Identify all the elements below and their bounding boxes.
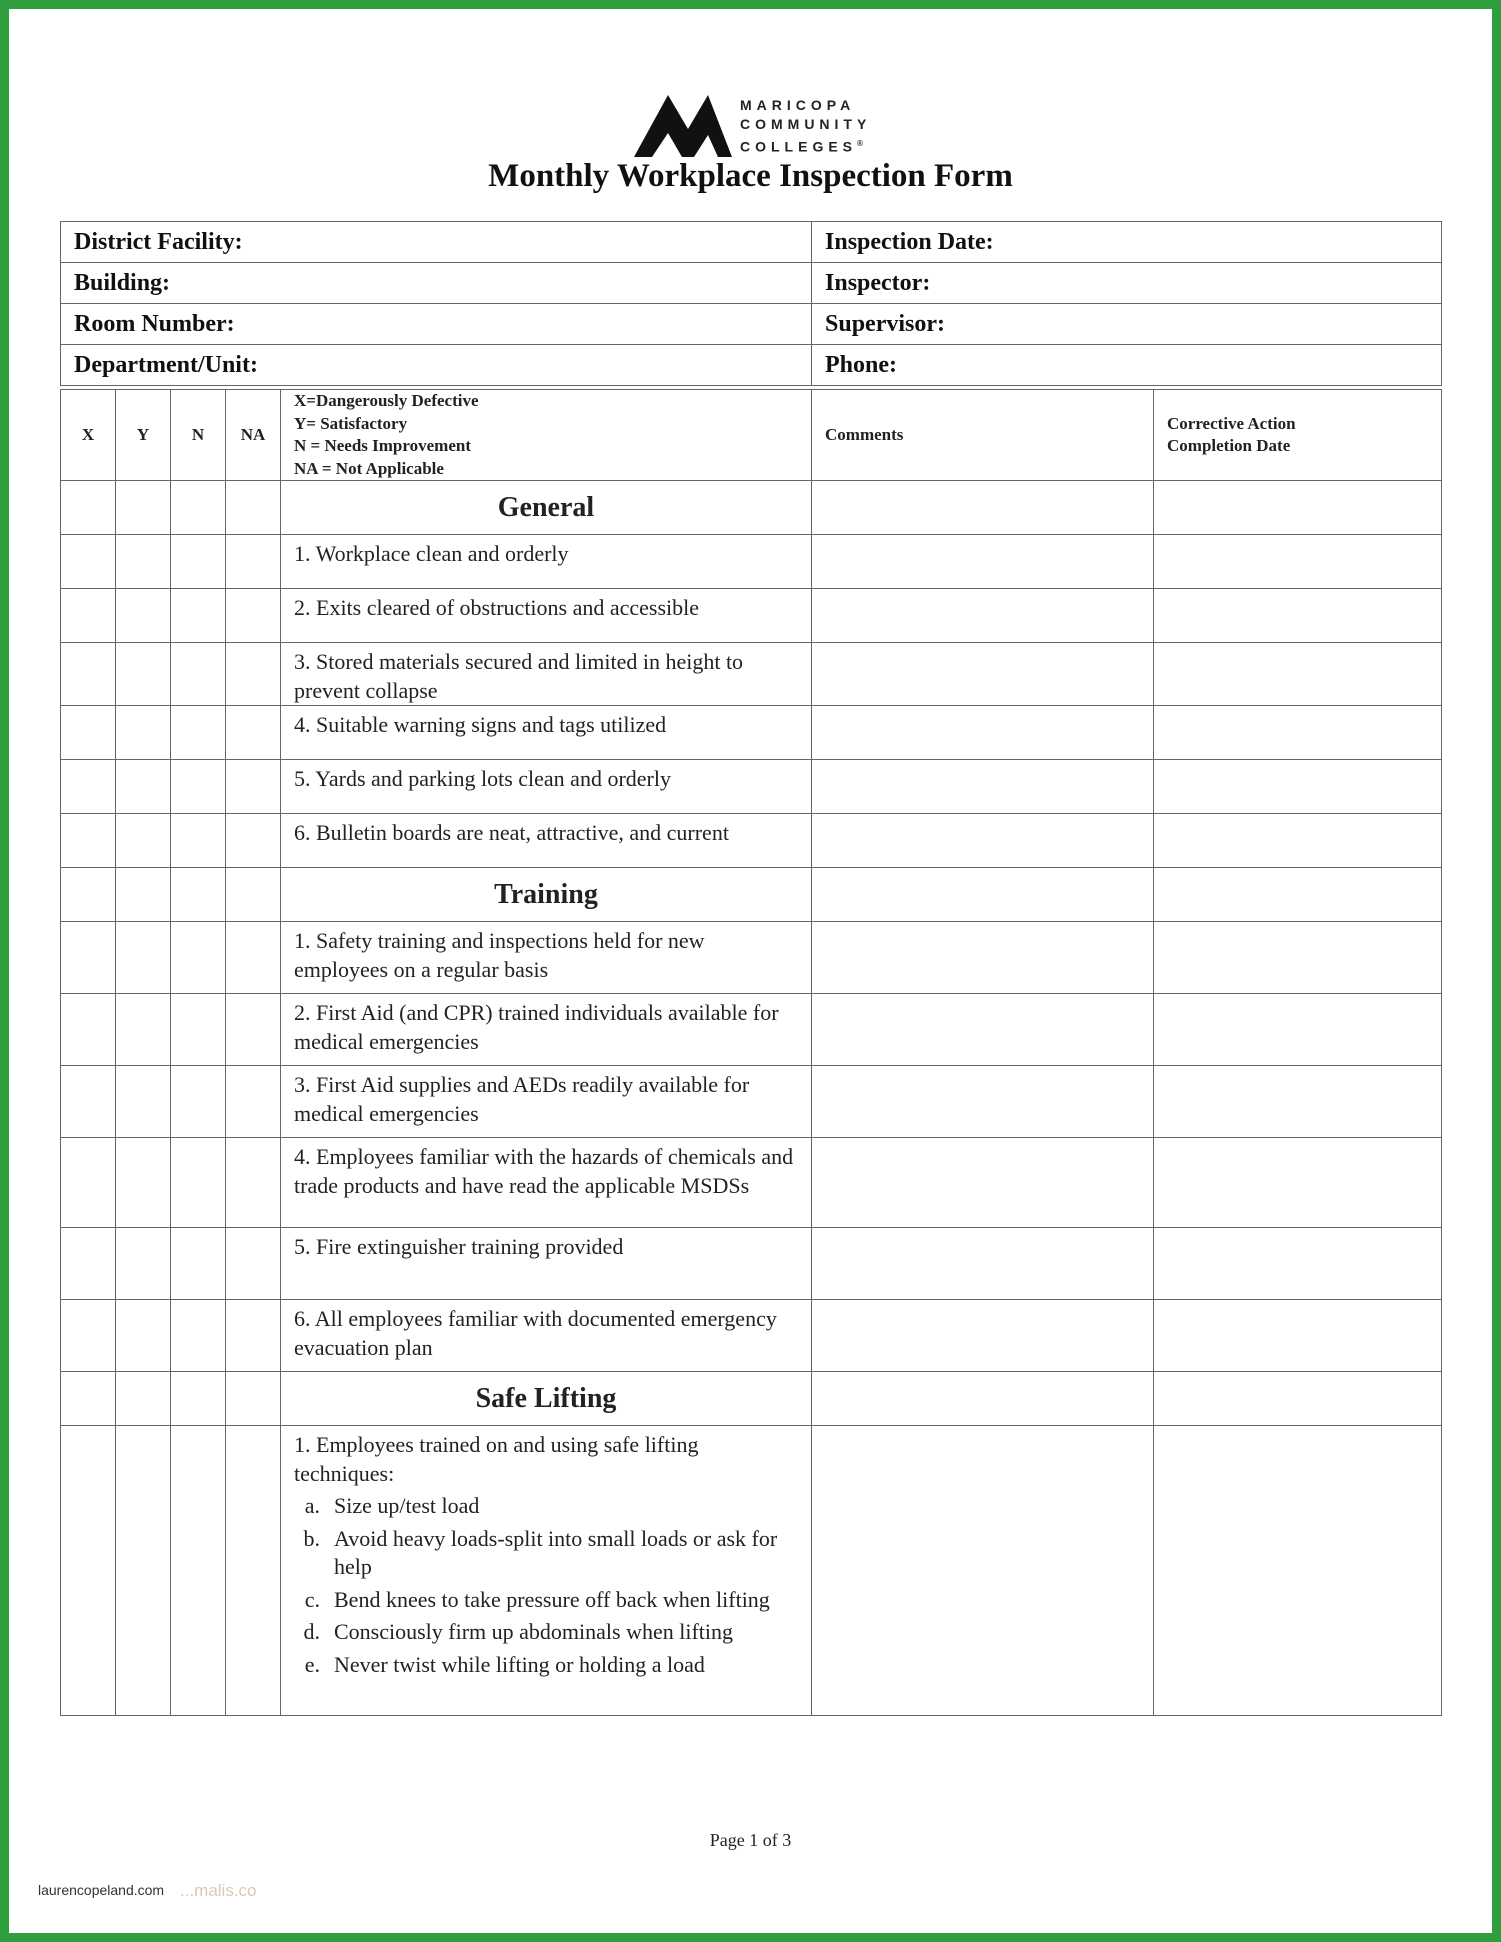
subitem-text: Consciously firm up abdominals when lifting xyxy=(334,1619,734,1644)
info-table xyxy=(60,221,1442,386)
check-n[interactable] xyxy=(171,535,226,589)
comments-cell[interactable] xyxy=(812,706,1154,760)
corrective-cell[interactable] xyxy=(1154,994,1442,1066)
legend-y: Y= Satisfactory xyxy=(294,413,408,433)
building-field[interactable]: Building: xyxy=(61,263,812,304)
section-row xyxy=(61,868,1442,922)
col-n-header: N xyxy=(171,390,226,481)
check-na[interactable] xyxy=(226,760,281,814)
watermark-ghost: ...malis.co xyxy=(180,1881,257,1900)
district-facility-field[interactable]: District Facility: xyxy=(61,222,812,263)
col-y-header: Y xyxy=(116,390,171,481)
check-na[interactable] xyxy=(226,814,281,868)
section-title-training: Training xyxy=(281,868,812,922)
corrective-action-header xyxy=(1154,390,1442,481)
check-x[interactable] xyxy=(61,922,116,994)
check-na[interactable] xyxy=(226,706,281,760)
check-y[interactable] xyxy=(116,1300,171,1372)
comments-cell[interactable] xyxy=(812,1426,1154,1716)
registered-mark: ® xyxy=(857,139,863,148)
check-na[interactable] xyxy=(226,535,281,589)
checklist-row xyxy=(61,1138,1442,1228)
corrective-line-2: Completion Date xyxy=(1167,436,1291,455)
check-n[interactable] xyxy=(171,1138,226,1228)
page-title: Monthly Workplace Inspection Form xyxy=(488,158,1013,194)
check-n[interactable] xyxy=(171,1228,226,1300)
watermark: laurencopeland.com xyxy=(38,1882,165,1898)
subitem-letter: b. xyxy=(303,1525,320,1551)
check-y[interactable] xyxy=(116,922,171,994)
item-text: 2. First Aid (and CPR) trained individuals available for medical emergencies xyxy=(281,994,812,1066)
check-n[interactable] xyxy=(171,922,226,994)
logo-wordmark xyxy=(740,96,871,157)
check-n[interactable] xyxy=(171,760,226,814)
logo-line-3: COLLEGES xyxy=(740,138,858,155)
check-y[interactable] xyxy=(116,1372,171,1426)
comments-header: Comments xyxy=(812,390,1154,481)
check-n[interactable] xyxy=(171,1066,226,1138)
inspection-checklist xyxy=(60,389,1442,1716)
check-n[interactable] xyxy=(171,1426,226,1716)
check-na[interactable] xyxy=(226,922,281,994)
section-row xyxy=(61,1372,1442,1426)
inspector-field[interactable]: Inspector: xyxy=(812,263,1442,304)
comments-cell[interactable] xyxy=(812,1138,1154,1228)
comments-cell[interactable] xyxy=(812,535,1154,589)
check-n[interactable] xyxy=(171,589,226,643)
checklist-row xyxy=(61,760,1442,814)
column-header-row xyxy=(61,390,1442,481)
check-x[interactable] xyxy=(61,589,116,643)
check-na[interactable] xyxy=(226,1300,281,1372)
checklist-row xyxy=(61,535,1442,589)
check-y[interactable] xyxy=(116,481,171,535)
check-n[interactable] xyxy=(171,643,226,706)
checklist-row xyxy=(61,1066,1442,1138)
checklist-row xyxy=(61,994,1442,1066)
check-x[interactable] xyxy=(61,814,116,868)
check-na[interactable] xyxy=(226,1066,281,1138)
item-text: 6. All employees familiar with documented emergency evacuation plan xyxy=(281,1300,812,1372)
inspection-date-field[interactable]: Inspection Date: xyxy=(812,222,1442,263)
item-text: 3. First Aid supplies and AEDs readily available for medical emergencies xyxy=(281,1066,812,1138)
legend-x: X=Dangerously Defective xyxy=(294,391,479,410)
check-n[interactable] xyxy=(171,1372,226,1426)
section-title-safe-lifting: Safe Lifting xyxy=(281,1372,812,1426)
check-na[interactable] xyxy=(226,868,281,922)
check-na[interactable] xyxy=(226,481,281,535)
subitem xyxy=(294,1525,801,1582)
subitem-letter: e. xyxy=(304,1651,320,1677)
item-text: 6. Bulletin boards are neat, attractive, and current xyxy=(281,814,812,868)
corrective-cell[interactable] xyxy=(1154,643,1442,706)
comments-cell[interactable] xyxy=(812,1372,1154,1426)
check-na[interactable] xyxy=(226,643,281,706)
check-x[interactable] xyxy=(61,1066,116,1138)
corrective-cell[interactable] xyxy=(1154,868,1442,922)
item-text: 1. Employees trained on and using safe lifting techniques: xyxy=(294,1432,699,1486)
check-x[interactable] xyxy=(61,535,116,589)
comments-cell[interactable] xyxy=(812,994,1154,1066)
check-n[interactable] xyxy=(171,868,226,922)
check-y[interactable] xyxy=(116,1066,171,1138)
check-x[interactable] xyxy=(61,643,116,706)
check-x[interactable] xyxy=(61,760,116,814)
check-na[interactable] xyxy=(226,994,281,1066)
corrective-cell[interactable] xyxy=(1154,1138,1442,1228)
supervisor-field[interactable]: Supervisor: xyxy=(812,304,1442,345)
rating-legend xyxy=(281,390,812,481)
check-y[interactable] xyxy=(116,643,171,706)
comments-cell[interactable] xyxy=(812,643,1154,706)
check-n[interactable] xyxy=(171,481,226,535)
checklist-row xyxy=(61,643,1442,706)
check-y[interactable] xyxy=(116,535,171,589)
phone-field[interactable]: Phone: xyxy=(812,345,1442,386)
subitem-letter: a. xyxy=(304,1493,320,1518)
corrective-line-1: Corrective Action xyxy=(1167,413,1296,433)
page-number: Page 1 of 3 xyxy=(709,1830,792,1850)
corrective-cell[interactable] xyxy=(1154,1372,1442,1426)
item-text: 5. Yards and parking lots clean and orderly xyxy=(281,760,812,814)
section-row xyxy=(61,481,1442,535)
checklist-row xyxy=(61,706,1442,760)
corrective-cell[interactable] xyxy=(1154,1426,1442,1716)
check-y[interactable] xyxy=(116,589,171,643)
subitem-text: Never twist while lifting or holding a load xyxy=(334,1651,705,1677)
corrective-cell[interactable] xyxy=(1154,760,1442,814)
section-title-general: General xyxy=(281,481,812,535)
check-x[interactable] xyxy=(61,481,116,535)
corrective-cell[interactable] xyxy=(1154,1228,1442,1300)
check-x[interactable] xyxy=(61,706,116,760)
checklist-row xyxy=(61,1228,1442,1300)
check-y[interactable] xyxy=(116,1228,171,1300)
subitem-letter: d. xyxy=(303,1619,320,1644)
check-na[interactable] xyxy=(226,589,281,643)
corrective-cell[interactable] xyxy=(1154,1066,1442,1138)
col-na-header: NA xyxy=(226,390,281,481)
subitem-text: Size up/test load xyxy=(334,1493,480,1518)
corrective-cell[interactable] xyxy=(1154,706,1442,760)
check-x[interactable] xyxy=(61,1138,116,1228)
col-x-header: X xyxy=(61,390,116,481)
item-text: 1. Safety training and inspections held for new employees on a regular basis xyxy=(281,922,812,994)
check-n[interactable] xyxy=(171,814,226,868)
checklist-row xyxy=(61,589,1442,643)
room-number-field[interactable]: Room Number: xyxy=(61,304,812,345)
comments-cell[interactable] xyxy=(812,814,1154,868)
subitem xyxy=(294,1618,801,1647)
comments-cell[interactable] xyxy=(812,922,1154,994)
department-unit-field[interactable]: Department/Unit: xyxy=(61,345,812,386)
legend-na: NA = Not Applicable xyxy=(294,458,444,478)
checklist-row xyxy=(61,1300,1442,1372)
item-text: 3. Stored materials secured and limited in height to prevent collapse xyxy=(281,643,812,706)
check-n[interactable] xyxy=(171,994,226,1066)
corrective-cell[interactable] xyxy=(1154,535,1442,589)
check-x[interactable] xyxy=(61,868,116,922)
corrective-cell[interactable] xyxy=(1154,589,1442,643)
item-text: 4. Employees familiar with the hazards of chemicals and trade products and have read the applicable MSDSs xyxy=(281,1138,812,1228)
check-x[interactable] xyxy=(61,1300,116,1372)
check-na[interactable] xyxy=(226,1372,281,1426)
checklist-row xyxy=(61,922,1442,994)
corrective-cell[interactable] xyxy=(1154,814,1442,868)
check-x[interactable] xyxy=(61,1372,116,1426)
check-y[interactable] xyxy=(116,1426,171,1716)
check-n[interactable] xyxy=(171,706,226,760)
item-text: 5. Fire extinguisher training provided xyxy=(281,1228,812,1300)
check-y[interactable] xyxy=(116,1138,171,1228)
legend-n: N = Needs Improvement xyxy=(294,436,471,455)
item-text: 2. Exits cleared of obstructions and accessible xyxy=(281,589,812,643)
check-n[interactable] xyxy=(171,1300,226,1372)
checklist-row xyxy=(61,814,1442,868)
check-na[interactable] xyxy=(226,1426,281,1716)
logo-line-2: COMMUNITY xyxy=(740,116,872,132)
check-x[interactable] xyxy=(61,994,116,1066)
comments-cell[interactable] xyxy=(812,481,1154,535)
subitem xyxy=(294,1586,801,1615)
check-y[interactable] xyxy=(116,760,171,814)
item-text: 1. Workplace clean and orderly xyxy=(281,535,812,589)
comments-cell[interactable] xyxy=(812,760,1154,814)
corrective-cell[interactable] xyxy=(1154,1300,1442,1372)
checklist-row xyxy=(61,1426,1442,1716)
comments-cell[interactable] xyxy=(812,1066,1154,1138)
check-na[interactable] xyxy=(226,1228,281,1300)
check-x[interactable] xyxy=(61,1426,116,1716)
check-x[interactable] xyxy=(61,1228,116,1300)
check-y[interactable] xyxy=(116,868,171,922)
logo-line-1: MARICOPA xyxy=(740,97,856,113)
comments-cell[interactable] xyxy=(812,868,1154,922)
subitem xyxy=(294,1651,801,1680)
comments-cell[interactable] xyxy=(812,589,1154,643)
comments-cell[interactable] xyxy=(812,1228,1154,1300)
check-na[interactable] xyxy=(226,1138,281,1228)
comments-cell[interactable] xyxy=(812,1300,1154,1372)
subitem-text: Bend knees to take pressure off back when lifting xyxy=(334,1586,770,1612)
check-y[interactable] xyxy=(116,814,171,868)
corrective-cell[interactable] xyxy=(1154,922,1442,994)
check-y[interactable] xyxy=(116,994,171,1066)
corrective-cell[interactable] xyxy=(1154,481,1442,535)
subitem-text: Avoid heavy loads-split into small loads or ask for help xyxy=(334,1525,778,1579)
check-y[interactable] xyxy=(116,706,171,760)
item-text-block xyxy=(281,1426,812,1716)
subitem-letter: c. xyxy=(304,1586,320,1612)
item-text: 4. Suitable warning signs and tags utilized xyxy=(281,706,812,760)
subitem xyxy=(294,1492,801,1521)
